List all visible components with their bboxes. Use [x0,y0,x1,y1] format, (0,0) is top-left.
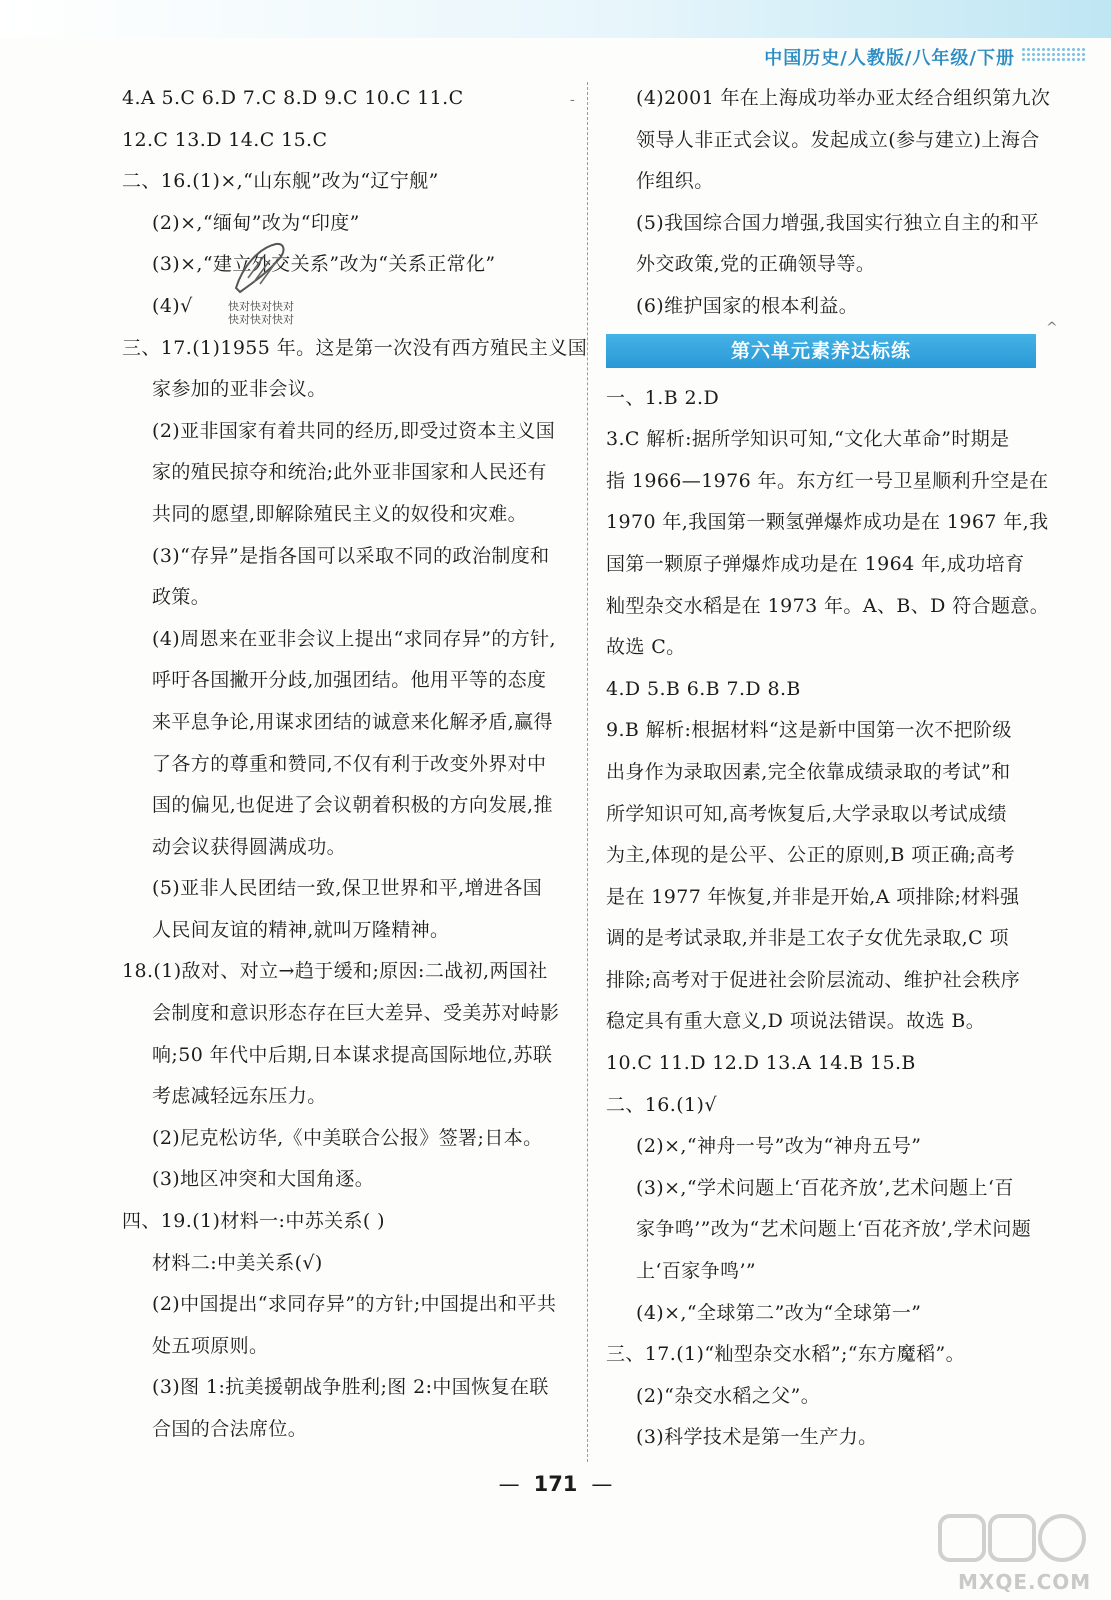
text-line: 国的偏见,也促进了会议朝着积极的方向发展,推 [152,794,553,817]
text-line: (6)维护国家的根本利益。 [636,294,859,317]
text-line: (5)我国综合国力增强,我国实行独立自主的和平 [636,211,1040,234]
text-line: 响;50 年代中后期,日本谋求提高国际地位,苏联 [152,1043,553,1066]
text-line: 呼吁各国撇开分歧,加强团结。他用平等的态度 [152,669,547,692]
text-line: 材料二:中美关系(√) [152,1251,323,1274]
text-line: 是在 1977 年恢复,并非是开始,A 项排除;材料强 [606,885,1020,908]
text-line: (3)地区冲突和大国角逐。 [152,1168,375,1191]
text-line: (5)亚非人民团结一致,保卫世界和平,增进各国 [152,877,543,900]
text-line: 家的殖民掠夺和统治;此外亚非国家和人民还有 [152,461,547,484]
text-line: 故选 C。 [606,636,686,659]
text-line: 政策。 [152,586,211,609]
text-line: (4)×,“全球第二”改为“全球第一” [636,1301,922,1324]
text-line: 调的是考试录取,并非是工农子女优先录取,C 项 [606,927,1009,950]
text-line: 二、16.(1)√ [606,1093,717,1116]
pencil-scribble-icon [228,238,288,296]
page-number: — 171 — [498,1472,613,1496]
text-line: 会制度和意识形态存在巨大差异、受美苏对峙影 [152,1002,560,1025]
text-line: (3)图 1:抗美援朝战争胜利;图 2:中国恢复在联 [152,1376,549,1399]
text-line: 合国的合法席位。 [152,1418,308,1440]
text-line: (2)“杂交水稻之父”。 [636,1384,821,1407]
top-color-band [0,0,1111,38]
text-line: 为主,体现的是公平、公正的原则,B 项正确;高考 [606,844,1016,867]
text-line: (2)中国提出“求同存异”的方针;中国提出和平共 [152,1293,557,1316]
text-line: (2)×,“缅甸”改为“印度” [152,211,360,234]
text-line: 四、19.(1)材料一:中苏关系( ) [122,1210,385,1233]
right-column [606,78,1058,1459]
text-line: 共同的愿望,即解除殖民主义的奴役和灾难。 [152,502,528,525]
text-line: 4.A 5.C 6.D 7.C 8.D 9.C 10.C 11.C [122,87,464,109]
header-title: 中国历史/人教版/八年级/下册 [764,48,1015,69]
text-line: 处五项原则。 [152,1334,269,1357]
stamp-text: 快对快对快对 快对快对快对 [228,300,294,326]
margin-mark: ‐ [570,92,575,108]
text-line: 18.(1)敌对、对立→趋于缓和;原因:二战初,两国社 [122,960,548,983]
text-line: (4)周恩来在亚非会议上提出“求同存异”的方针, [152,627,556,650]
text-line: 领导人非正式会议。发起成立(参与建立)上海合 [636,128,1040,151]
text-line: 籼型杂交水稻是在 1973 年。A、B、D 符合题意。 [606,594,1050,617]
text-line: 3.C 解析:据所学知识可知,“文化大革命”时期是 [606,428,1010,451]
text-line: 上‘百家争鸣’” [636,1260,756,1283]
text-line: 家参加的亚非会议。 [152,378,327,401]
text-line: 1970 年,我国第一颗氢弹爆炸成功是在 1967 年,我 [606,511,1049,534]
right-column-top [606,78,1058,328]
text-line: 外交政策,党的正确领导等。 [636,253,876,276]
text-line: 人民间友谊的精神,就叫万隆精神。 [152,918,450,941]
left-column [122,78,588,1451]
watermark-text: MXQE.COM [958,1570,1092,1594]
text-line: 三、17.(1)“籼型杂交水稻”;“东方魔稻”。 [606,1343,965,1366]
margin-mark: ^ [1046,320,1058,336]
dash-right: — [591,1472,613,1496]
text-line: 指 1966—1976 年。东方红一号卫星顺利升空是在 [606,469,1049,492]
text-line: (3)“存异”是指各国可以采取不同的政治制度和 [152,544,550,567]
header-dot-pattern [1021,47,1087,63]
text-line: 4.D 5.B 6.B 7.D 8.B [606,677,801,700]
text-line: 来平息争论,用谋求团结的诚意来化解矛盾,赢得 [152,710,553,733]
text-line: (3)×,“学术问题上‘百花齐放’,艺术问题上‘百 [636,1176,1014,1199]
text-line: (2)×,“神舟一号”改为“神舟五号” [636,1135,922,1158]
text-line: 稳定具有重大意义,D 项说法错误。故选 B。 [606,1010,986,1033]
column-divider [587,82,588,1462]
text-line: (2)亚非国家有着共同的经历,即受过资本主义国 [152,419,556,442]
text-line: (3)×,“建立外交关系”改为“关系正常化” [152,253,496,276]
text-line: 排除;高考对于促进社会阶层流动、维护社会秩序 [606,968,1021,991]
right-column-bottom [606,378,1058,1459]
section-title-banner: 第六单元素养达标练 [606,334,1036,368]
text-line: 国第一颗原子弹爆炸成功是在 1964 年,成功培育 [606,552,1025,575]
text-line: 作组织。 [636,170,714,193]
text-line: (4)√ [152,294,193,317]
text-line: 动会议获得圆满成功。 [152,835,347,858]
text-line: 二、16.(1)×,“山东舰”改为“辽宁舰” [122,170,439,193]
text-line: 9.B 解析:根据材料“这是新中国第一次不把阶级 [606,719,1012,742]
text-line: 了各方的尊重和赞同,不仅有利于改变外界对中 [152,752,547,775]
text-line: (3)科学技术是第一生产力。 [636,1426,878,1449]
text-line: 一、1.B 2.D [606,386,720,409]
text-line: 三、17.(1)1955 年。这是第一次没有西方殖民主义国 [122,336,588,359]
text-line: 考虑减轻远东压力。 [152,1085,327,1108]
text-line: 家争鸣’”改为“艺术问题上‘百花齐放’,学术问题 [636,1218,1032,1241]
text-line: 10.C 11.D 12.D 13.A 14.B 15.B [606,1052,916,1075]
text-line: (4)2001 年在上海成功举办亚太经合组织第九次 [636,87,1051,109]
text-line: 所学知识可知,高考恢复后,大学录取以考试成绩 [606,802,1007,825]
text-line: (2)尼克松访华,《中美联合公报》签署;日本。 [152,1126,543,1149]
dash-left: — [498,1472,520,1496]
text-line: 12.C 13.D 14.C 15.C [122,128,328,151]
text-line: 出身作为录取因素,完全依靠成绩录取的考试”和 [606,760,1011,783]
